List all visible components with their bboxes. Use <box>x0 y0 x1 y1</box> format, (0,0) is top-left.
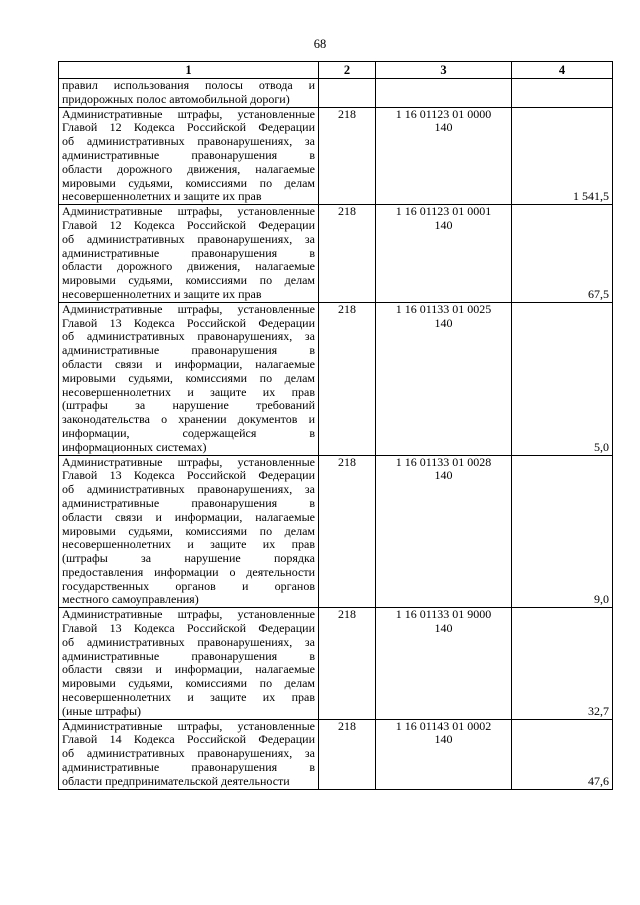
name-line: Административные штрафы, установленные <box>62 454 315 469</box>
admin-code-cell: 218 <box>319 455 376 608</box>
admin-code-cell: 218 <box>319 107 376 205</box>
name-line: предоставления информации о деятельности <box>62 564 315 579</box>
amount-cell: 1 541,5 <box>512 107 613 205</box>
table-row-continued <box>59 79 613 108</box>
table-row <box>59 107 613 205</box>
admin-code-cell <box>319 79 376 108</box>
name-line: несовершеннолетних и защите их прав <box>62 286 262 301</box>
budget-code-line: 140 <box>434 217 453 232</box>
name-line: мировыми судьями, комиссиями по делам <box>62 370 315 385</box>
revenue-name-cell <box>59 302 319 455</box>
revenue-name-cell <box>59 455 319 608</box>
amount-cell: 9,0 <box>512 455 613 608</box>
name-line: правил использования полосы отвода и <box>62 78 315 92</box>
amount-cell <box>512 79 613 108</box>
name-line: об административных правонарушениях, за <box>62 746 315 761</box>
revenue-name-cell <box>59 608 319 719</box>
name-line: об административных правонарушениях, за <box>62 231 315 246</box>
name-line: Главой 13 Кодекса Российской Федерации <box>62 621 315 636</box>
name-line: Административные штрафы, установленные <box>62 718 315 733</box>
amount-cell: 67,5 <box>512 205 613 303</box>
budget-code-line: 1 16 01123 01 0000 <box>395 106 492 121</box>
table-row <box>59 302 613 455</box>
name-line: Административные штрафы, установленные <box>62 301 315 316</box>
budget-code-cell <box>376 455 512 608</box>
name-line: области связи и информации, налагаемые <box>62 509 315 524</box>
name-line: мировыми судьями, комиссиями по делам <box>62 273 315 288</box>
table-row <box>59 608 613 719</box>
admin-code-cell: 218 <box>319 302 376 455</box>
name-line: области дорожного движения, налагаемые <box>62 259 315 274</box>
name-line: несовершеннолетних и защите их прав <box>62 690 315 705</box>
budget-code-line: 1 16 01123 01 0001 <box>395 204 492 219</box>
name-line: административные правонарушения в <box>62 495 315 510</box>
name-line: (штрафы за нарушение требований <box>62 398 315 413</box>
column-header: 3 <box>376 62 512 79</box>
column-header: 1 <box>59 62 319 79</box>
revenue-name-cell <box>59 719 319 789</box>
name-line: Главой 13 Кодекса Российской Федерации <box>62 468 315 483</box>
name-line: об административных правонарушениях, за <box>62 134 315 149</box>
name-line: Главой 13 Кодекса Российской Федерации <box>62 315 315 330</box>
admin-code-cell: 218 <box>319 205 376 303</box>
name-line: Административные штрафы, установленные <box>62 106 315 121</box>
name-line: (штрафы за нарушение порядка <box>62 551 315 566</box>
name-line: информации, содержащейся в <box>62 425 315 440</box>
name-line: административные правонарушения в <box>62 760 315 775</box>
name-line: придорожных полос автомобильной дороги) <box>62 91 290 106</box>
budget-code-line: 140 <box>434 315 453 330</box>
budget-code-line: 140 <box>434 621 453 636</box>
name-line: Главой 12 Кодекса Российской Федерации <box>62 217 315 232</box>
amount-cell: 32,7 <box>512 608 613 719</box>
budget-code-cell <box>376 107 512 205</box>
column-header: 4 <box>512 62 613 79</box>
name-line: области дорожного движения, налагаемые <box>62 161 315 176</box>
table-row <box>59 205 613 303</box>
name-line: (иные штрафы) <box>62 703 142 718</box>
name-line: административные правонарушения в <box>62 147 315 162</box>
page-number: 68 <box>313 37 327 51</box>
admin-code-cell: 218 <box>319 719 376 789</box>
admin-code-cell: 218 <box>319 608 376 719</box>
budget-code-line: 140 <box>434 468 453 483</box>
revenue-name-cell <box>59 205 319 303</box>
name-line: об административных правонарушениях, за <box>62 329 315 344</box>
table-row <box>59 719 613 789</box>
name-line: мировыми судьями, комиссиями по делам <box>62 523 315 538</box>
name-line: несовершеннолетних и защите их прав <box>62 384 315 399</box>
budget-code-line: 1 16 01133 01 9000 <box>395 607 492 622</box>
amount-cell: 5,0 <box>512 302 613 455</box>
budget-code-line: 140 <box>434 120 453 135</box>
budget-code-line: 1 16 01133 01 0028 <box>395 454 492 469</box>
name-line: об административных правонарушениях, за <box>62 634 315 649</box>
budget-code-cell <box>376 205 512 303</box>
budget-code-line: 1 16 01133 01 0025 <box>395 301 492 316</box>
column-header: 2 <box>319 62 376 79</box>
table-header-row <box>59 62 613 79</box>
name-line: административные правонарушения в <box>62 343 315 358</box>
revenue-table <box>58 61 613 790</box>
name-line: области связи и информации, налагаемые <box>62 662 315 677</box>
budget-code-cell <box>376 79 512 108</box>
table-row <box>59 455 613 608</box>
name-line: мировыми судьями, комиссиями по делам <box>62 175 315 190</box>
name-line: Административные штрафы, установленные <box>62 204 315 219</box>
name-line: законодательства о хранении документов и <box>62 412 315 427</box>
name-line: об административных правонарушениях, за <box>62 482 315 497</box>
amount-cell: 47,6 <box>512 719 613 789</box>
budget-code-cell <box>376 719 512 789</box>
budget-code-line: 140 <box>434 732 453 747</box>
name-line: области предпринимательской деятельности <box>62 773 290 788</box>
revenue-name-cell <box>59 107 319 205</box>
budget-code-line: 1 16 01143 01 0002 <box>395 718 492 733</box>
name-line: административные правонарушения в <box>62 245 315 260</box>
name-line: Главой 14 Кодекса Российской Федерации <box>62 732 315 747</box>
name-line: несовершеннолетних и защите их прав <box>62 189 262 204</box>
name-line: несовершеннолетних и защите их прав <box>62 537 315 552</box>
name-line: информационных системах) <box>62 439 207 454</box>
name-line: области связи и информации, налагаемые <box>62 356 315 371</box>
name-line: Административные штрафы, установленные <box>62 607 315 622</box>
name-line: Главой 12 Кодекса Российской Федерации <box>62 120 315 135</box>
name-line: государственных органов и органов <box>62 578 315 593</box>
name-line: местного самоуправления) <box>62 592 199 607</box>
revenue-name-cell <box>59 79 319 108</box>
budget-code-cell <box>376 302 512 455</box>
name-line: административные правонарушения в <box>62 648 315 663</box>
name-line: мировыми судьями, комиссиями по делам <box>62 676 315 691</box>
budget-code-cell <box>376 608 512 719</box>
